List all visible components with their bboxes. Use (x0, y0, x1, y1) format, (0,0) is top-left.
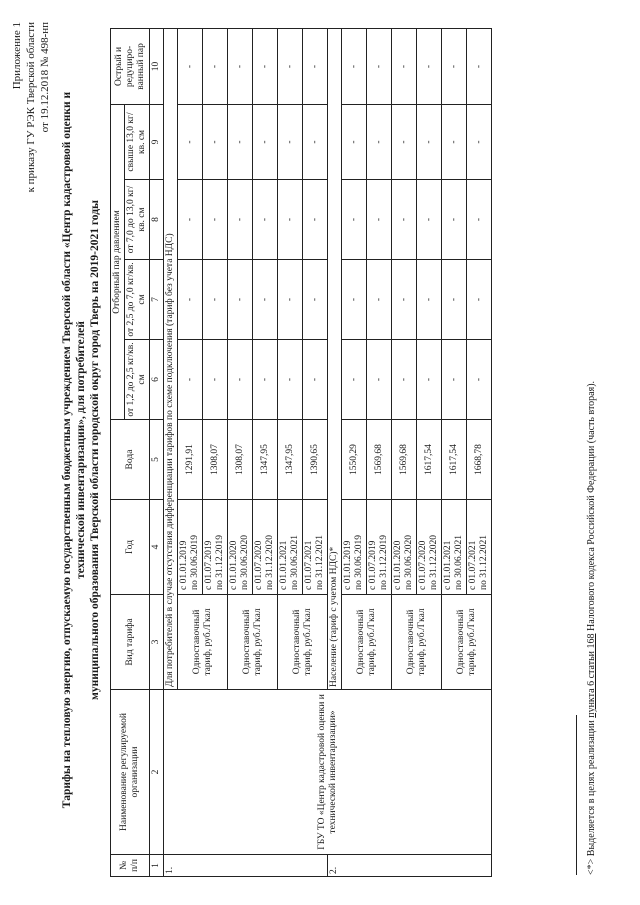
period-cell: с 01.07.2019 по 31.12.2019 (367, 500, 392, 595)
water-value: 1308,07 (203, 420, 228, 500)
steam-value: - (278, 180, 303, 260)
steam-value: - (467, 104, 492, 179)
steam-value: - (178, 180, 203, 260)
section-title: Население (тариф с учетом НДС)* (328, 28, 342, 689)
steam-value: - (253, 260, 278, 340)
water-value: 1291,91 (178, 420, 203, 500)
steam-value: - (367, 340, 392, 420)
section-number: 1. (164, 855, 328, 877)
sharp-steam-value: - (303, 28, 328, 104)
header-steam-1: от 1,2 до 2,5 кг/кв. см (125, 340, 150, 420)
water-value: 1617,54 (442, 420, 467, 500)
col-number: 2 (150, 690, 164, 855)
steam-value: - (417, 180, 442, 260)
water-value: 1308,07 (228, 420, 253, 500)
period-cell: с 01.07.2021 по 31.12.2021 (467, 500, 492, 595)
col-number: 4 (150, 500, 164, 595)
sharp-steam-value: - (253, 28, 278, 104)
section-row (164, 28, 178, 876)
header-sharp-steam: Острый и редуциро-ванный пар (111, 28, 150, 104)
sharp-steam-value: - (417, 28, 442, 104)
steam-value: - (342, 340, 367, 420)
period-cell: с 01.07.2021 по 31.12.2021 (303, 500, 328, 595)
water-value: 1569,68 (392, 420, 417, 500)
steam-value: - (367, 104, 392, 179)
appendix-note (10, 22, 52, 352)
period-cell: с 01.07.2019 по 31.12.2019 (203, 500, 228, 595)
steam-value: - (342, 260, 367, 340)
col-number: 9 (150, 104, 164, 179)
title-line: технической инвентаризации», для потребителей (75, 321, 87, 579)
appendix-line: Приложение 1 (11, 22, 23, 90)
tariff-table-wrapper (110, 29, 492, 877)
water-value: 1347,95 (278, 420, 303, 500)
steam-value: - (467, 340, 492, 420)
sharp-steam-value: - (228, 28, 253, 104)
water-value: 1569,68 (367, 420, 392, 500)
steam-value: - (392, 260, 417, 340)
tariff-kind: Одноставочный тариф, руб./Гкал (178, 595, 228, 690)
sharp-steam-value: - (392, 28, 417, 104)
period-cell: с 01.01.2021 по 30.06.2021 (442, 500, 467, 595)
steam-value: - (303, 104, 328, 179)
sharp-steam-value: - (178, 28, 203, 104)
steam-value: - (442, 180, 467, 260)
period-cell: с 01.01.2019 по 30.06.2019 (342, 500, 367, 595)
appendix-line: к приказу ГУ РЭК Тверской области (25, 22, 37, 193)
col-number: 3 (150, 595, 164, 690)
header-year: Год (111, 500, 150, 595)
footnote (586, 381, 598, 875)
steam-value: - (342, 104, 367, 179)
tariff-kind: Одноставочный тариф, руб./Гкал (278, 595, 328, 690)
tariff-kind: Одноставочный тариф, руб./Гкал (342, 595, 392, 690)
period-cell: с 01.01.2020 по 30.06.2020 (392, 500, 417, 595)
steam-value: - (342, 180, 367, 260)
footnote-prefix: <*> Выделяется в целях реализации (586, 717, 597, 875)
steam-value: - (367, 260, 392, 340)
tariff-table (110, 28, 492, 877)
header-steam-3: от 7,0 до 13,0 кг/кв. см (125, 180, 150, 260)
col-number: 10 (150, 28, 164, 104)
steam-value: - (228, 180, 253, 260)
steam-value: - (467, 180, 492, 260)
steam-value: - (303, 260, 328, 340)
title-line: муниципального образования Тверской области городской округ город Тверь на 2019-2021 годы (89, 200, 101, 700)
steam-value: - (442, 104, 467, 179)
steam-value: - (203, 340, 228, 420)
header-steam-group: Отборный пар давлением (111, 104, 125, 419)
section-title: Для потребителей в случае отсутствия дифференциации тарифов по схеме подключения (тариф без учета НДС) (164, 28, 178, 689)
steam-value: - (228, 260, 253, 340)
steam-value: - (228, 340, 253, 420)
steam-value: - (178, 260, 203, 340)
header-tariff-kind: Вид тарифа (111, 595, 150, 690)
header-steam-2: от 2,5 до 7,0 кг/кв. см (125, 260, 150, 340)
period-cell: с 01.07.2020 по 31.12.2020 (417, 500, 442, 595)
sharp-steam-value: - (278, 28, 303, 104)
col-number: 1 (150, 855, 164, 877)
column-number-row (150, 28, 164, 876)
steam-value: - (253, 340, 278, 420)
steam-value: - (278, 260, 303, 340)
col-number: 7 (150, 260, 164, 340)
footnote-suffix: Налогового кодекса Российской Федерации (часть вторая). (586, 380, 597, 634)
organization-name: ГБУ ТО «Центр кадастровой оценки и технической инвентаризации» (164, 690, 492, 855)
steam-value: - (303, 180, 328, 260)
tariff-kind: Одноставочный тариф, руб./Гкал (392, 595, 442, 690)
water-value: 1550,29 (342, 420, 367, 500)
steam-value: - (442, 340, 467, 420)
steam-value: - (203, 260, 228, 340)
document-title (60, 90, 102, 810)
steam-value: - (367, 180, 392, 260)
tariff-kind: Одноставочный тариф, руб./Гкал (228, 595, 278, 690)
period-cell: с 01.01.2020 по 30.06.2020 (228, 500, 253, 595)
steam-value: - (253, 180, 278, 260)
col-number: 5 (150, 420, 164, 500)
steam-value: - (203, 104, 228, 179)
water-value: 1347,95 (253, 420, 278, 500)
steam-value: - (392, 340, 417, 420)
steam-value: - (278, 340, 303, 420)
steam-value: - (228, 104, 253, 179)
water-value: 1390,65 (303, 420, 328, 500)
header-number: № п/п (111, 855, 150, 877)
section-number: 2. (328, 855, 492, 877)
col-number: 8 (150, 180, 164, 260)
header-steam-4: свыше 13,0 кг/кв. см (125, 104, 150, 179)
sharp-steam-value: - (367, 28, 392, 104)
appendix-line: от 19.12.2018 № 498-нп (39, 22, 51, 133)
header-organization: Наименование регулируемой организации (111, 690, 150, 855)
col-number: 6 (150, 340, 164, 420)
steam-value: - (392, 104, 417, 179)
title-line: Тарифы на тепловую энергию, отпускаемую государственным бюджетным учреждением Тверской области «Центр кадастровой оценки и (61, 91, 73, 809)
steam-value: - (392, 180, 417, 260)
steam-value: - (442, 260, 467, 340)
period-cell: с 01.07.2020 по 31.12.2020 (253, 500, 278, 595)
period-cell: с 01.01.2021 по 30.06.2021 (278, 500, 303, 595)
period-cell: с 01.01.2019 по 30.06.2019 (178, 500, 203, 595)
steam-value: - (417, 260, 442, 340)
steam-value: - (253, 104, 278, 179)
steam-value: - (203, 180, 228, 260)
sharp-steam-value: - (442, 28, 467, 104)
steam-value: - (278, 104, 303, 179)
water-value: 1617,54 (417, 420, 442, 500)
water-value: 1668,78 (467, 420, 492, 500)
steam-value: - (417, 340, 442, 420)
sharp-steam-value: - (467, 28, 492, 104)
sharp-steam-value: - (342, 28, 367, 104)
footnote-divider (576, 715, 577, 875)
steam-value: - (178, 104, 203, 179)
steam-value: - (178, 340, 203, 420)
tariff-kind: Одноставочный тариф, руб./Гкал (442, 595, 492, 690)
steam-value: - (303, 340, 328, 420)
sharp-steam-value: - (203, 28, 228, 104)
steam-value: - (417, 104, 442, 179)
header-water: Вода (111, 420, 150, 500)
steam-value: - (467, 260, 492, 340)
footnote-law-link[interactable]: пункта 6 статьи 168 (586, 633, 597, 718)
